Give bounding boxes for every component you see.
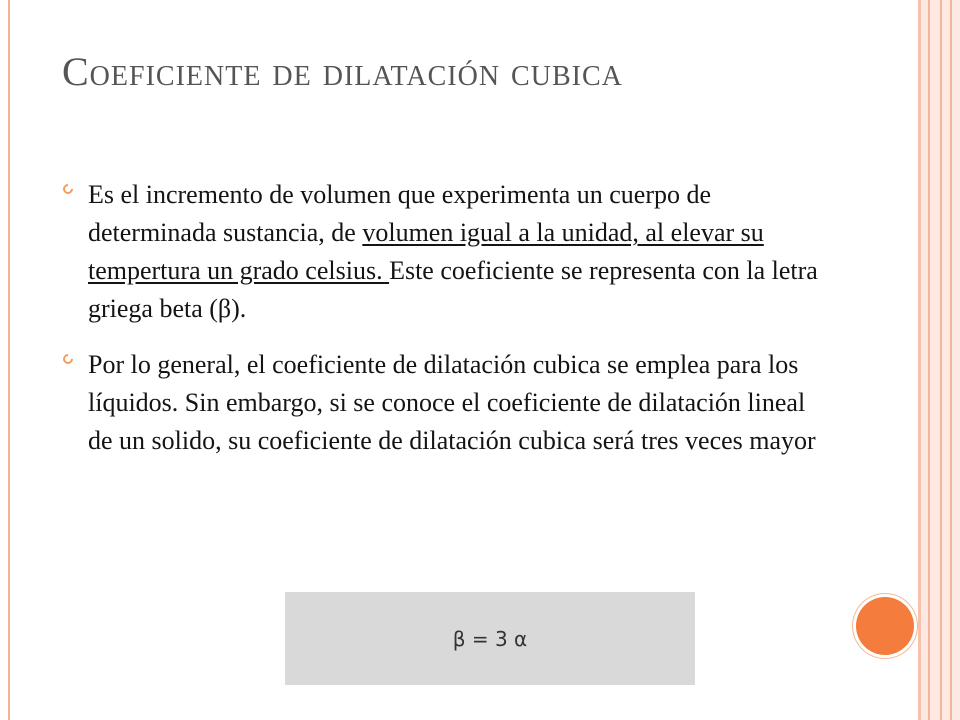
definition-underlined-text: volumen igual a la unidad, al elevar su tempertura un grado celsius.	[88, 218, 764, 285]
usage-text: Por lo general, el coeficiente de dilatación cubica se emplea para los líquidos. Sin embargo, si se conoce el coeficiente de dilatación lineal de un solido, su coeficiente de dilatación cubica será tres veces mayor	[88, 350, 816, 455]
bullet-item-usage	[62, 346, 832, 460]
bullet-ring-icon	[61, 352, 75, 366]
bullet-list	[62, 176, 832, 478]
accent-circle-decoration	[856, 597, 914, 655]
slide-title: Coeficiente de dilatación cubica	[62, 49, 623, 94]
formula-box	[285, 592, 695, 685]
bullet-text	[88, 176, 832, 328]
formula-text: β = 3 α	[452, 626, 528, 651]
bullet-ring-icon	[61, 182, 75, 196]
left-border-line	[8, 0, 10, 720]
definition-text-start: Es el incremento de volumen que experimenta un cuerpo de determinada sustancia, de	[88, 180, 712, 247]
definition-text-end: Este coeficiente se representa con la letra griega beta (β).	[88, 256, 818, 323]
bullet-item-definition	[62, 176, 832, 328]
right-decorative-stripes	[918, 0, 960, 720]
